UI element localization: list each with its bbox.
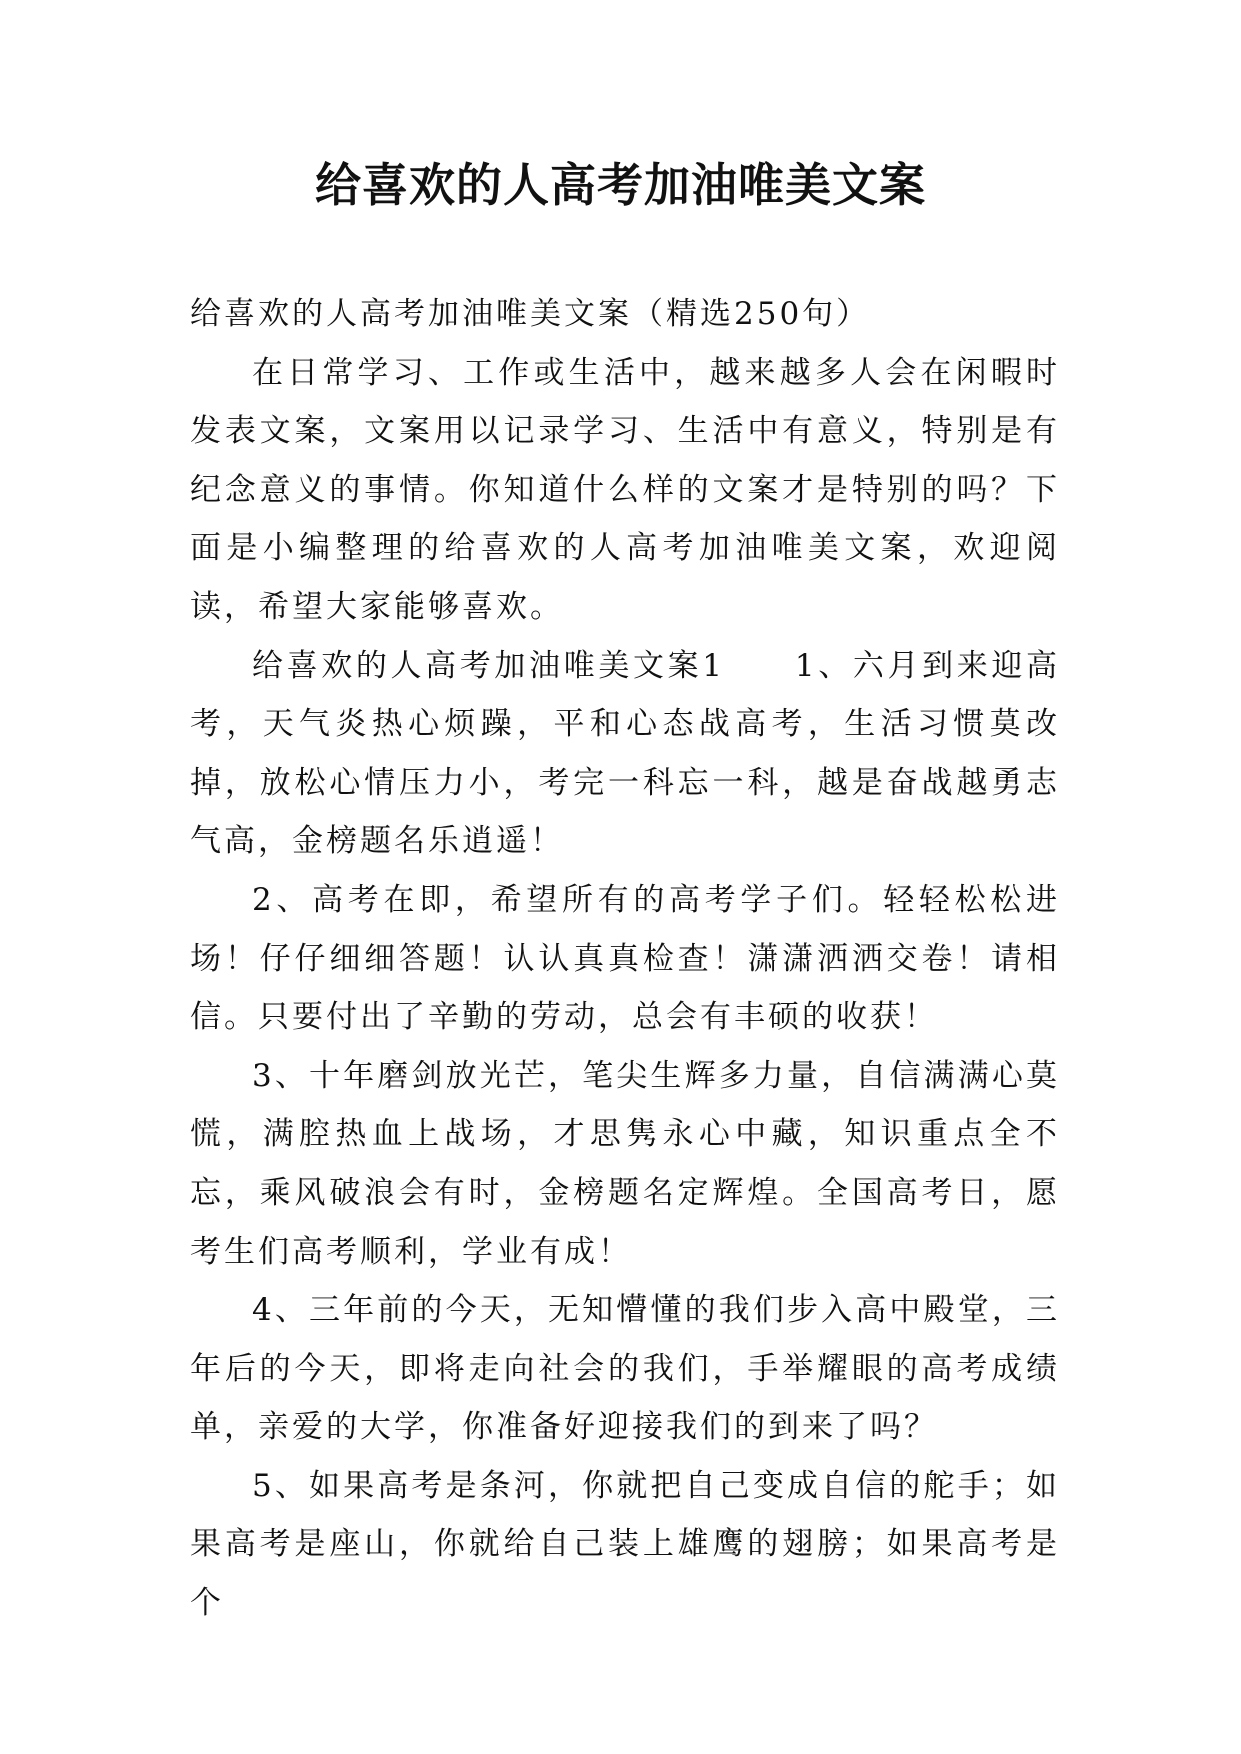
document-title: 给喜欢的人高考加油唯美文案 bbox=[315, 158, 926, 212]
paragraph-1: 给喜欢的人高考加油唯美文案1 1、六月到来迎高考，天气炎热心烦躁，平和心态战高考，生活习惯莫改掉，放松心情压力小，考完一科忘一科，越是奋战越勇志气高，金榜题名乐逍遥！ bbox=[190, 647, 1060, 860]
paragraph-intro: 在日常学习、工作或生活中，越来越多人会在闲暇时发表文案，文案用以记录学习、生活中有意义，特别是有纪念意义的事情。你知道什么样的文案才是特别的吗？下面是小编整理的给喜欢的人高考加油唯美文案，欢迎阅读，希望大家能够喜欢。 bbox=[190, 354, 1060, 625]
paragraph-4: 4、三年前的今天，无知懵懂的我们步入高中殿堂，三年后的今天，即将走向社会的我们，手举耀眼的高考成绩单，亲爱的大学，你准备好迎接我们的到来了吗？ bbox=[190, 1292, 1060, 1446]
paragraph-2: 2、高考在即，希望所有的高考学子们。轻轻松松进场！仔仔细细答题！认认真真检查！潇潇洒洒交卷！请相信。只要付出了辛勤的劳动，总会有丰硕的收获！ bbox=[190, 881, 1060, 1036]
document-body bbox=[190, 285, 1060, 1633]
document-subtitle: 给喜欢的人高考加油唯美文案（精选250句） bbox=[190, 296, 871, 332]
paragraph-5: 5、如果高考是条河，你就把自己变成自信的舵手；如果高考是座山，你就给自己装上雄鹰的翅膀；如果高考是个 bbox=[190, 1467, 1060, 1622]
paragraph-3: 3、十年磨剑放光芒，笔尖生辉多力量，自信满满心莫慌，满腔热血上战场，才思隽永心中藏，知识重点全不忘，乘风破浪会有时，金榜题名定辉煌。全国高考日，愿考生们高考顺利，学业有成！ bbox=[190, 1057, 1060, 1270]
